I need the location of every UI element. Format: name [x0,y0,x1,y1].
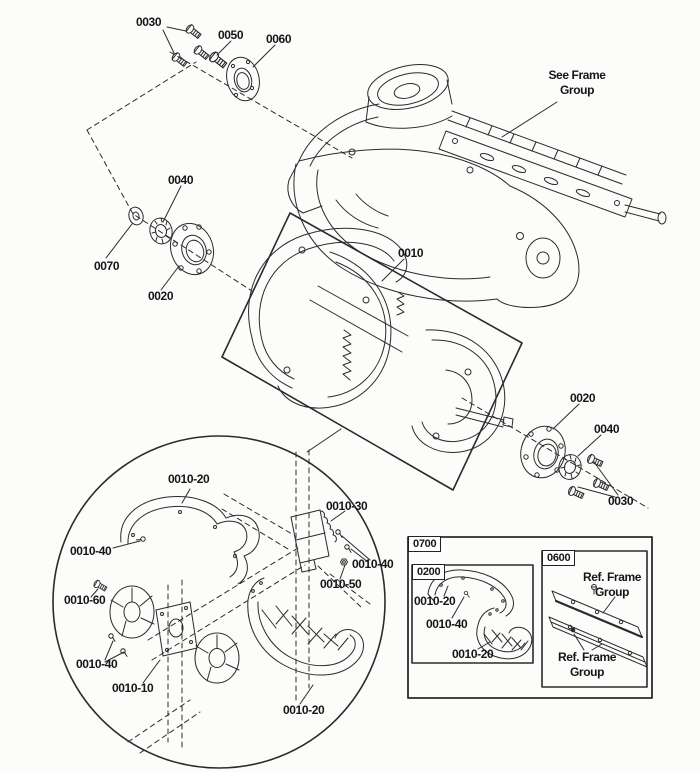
callout-paddle-lower: 0010-20 [283,703,325,717]
left-hardware-drawing [127,205,220,280]
inset-0200-contents [428,570,532,659]
callout-auger-hub: 0010-10 [112,681,154,695]
callout-rivets-right: 0010-40 [352,557,394,571]
inset-note-ref-frame-top: Ref. Frame Group [582,570,642,599]
callout-bolts-right: 0030 [608,494,634,508]
inset-tag-0200: 0200 [412,564,445,580]
callout-flange-left: 0020 [148,289,174,303]
inset-tag-0700: 0700 [408,536,441,552]
callout-washer-left: 0070 [94,259,120,273]
inset-tag-0600: 0600 [542,550,575,566]
inset-callout-paddle-bottom: 0010-20 [452,647,494,661]
inset-callout-rivet: 0010-40 [426,617,468,631]
inset-callout-paddle-top: 0010-20 [414,594,456,608]
callout-auger-assembly: 0010 [398,246,424,260]
callout-bolts-top: 0030 [136,15,162,29]
auger-assembly-drawing [249,228,513,452]
callout-nut-detail: 0010-50 [320,577,362,591]
callout-bearing-left: 0040 [168,173,194,187]
callout-bearing-right: 0040 [594,422,620,436]
callout-gear-bracket: 0010-30 [326,499,368,513]
inset-note-ref-frame-bottom: Ref. Frame Group [557,650,617,679]
callout-screw-top: 0050 [218,28,244,42]
callout-bolt-detail: 0010-60 [64,593,106,607]
note-see-frame-group: See Frame Group [548,68,606,97]
auger-assembly-box [222,213,522,490]
construction-dashed-lines [87,52,648,753]
callout-rivet-upper: 0010-40 [70,544,112,558]
callout-flange-right: 0020 [570,391,596,405]
leader-lines [91,27,618,704]
callout-paddle-upper: 0010-20 [168,472,210,486]
callout-rivets-left: 0010-40 [76,657,118,671]
callout-flange-top: 0060 [266,32,292,46]
